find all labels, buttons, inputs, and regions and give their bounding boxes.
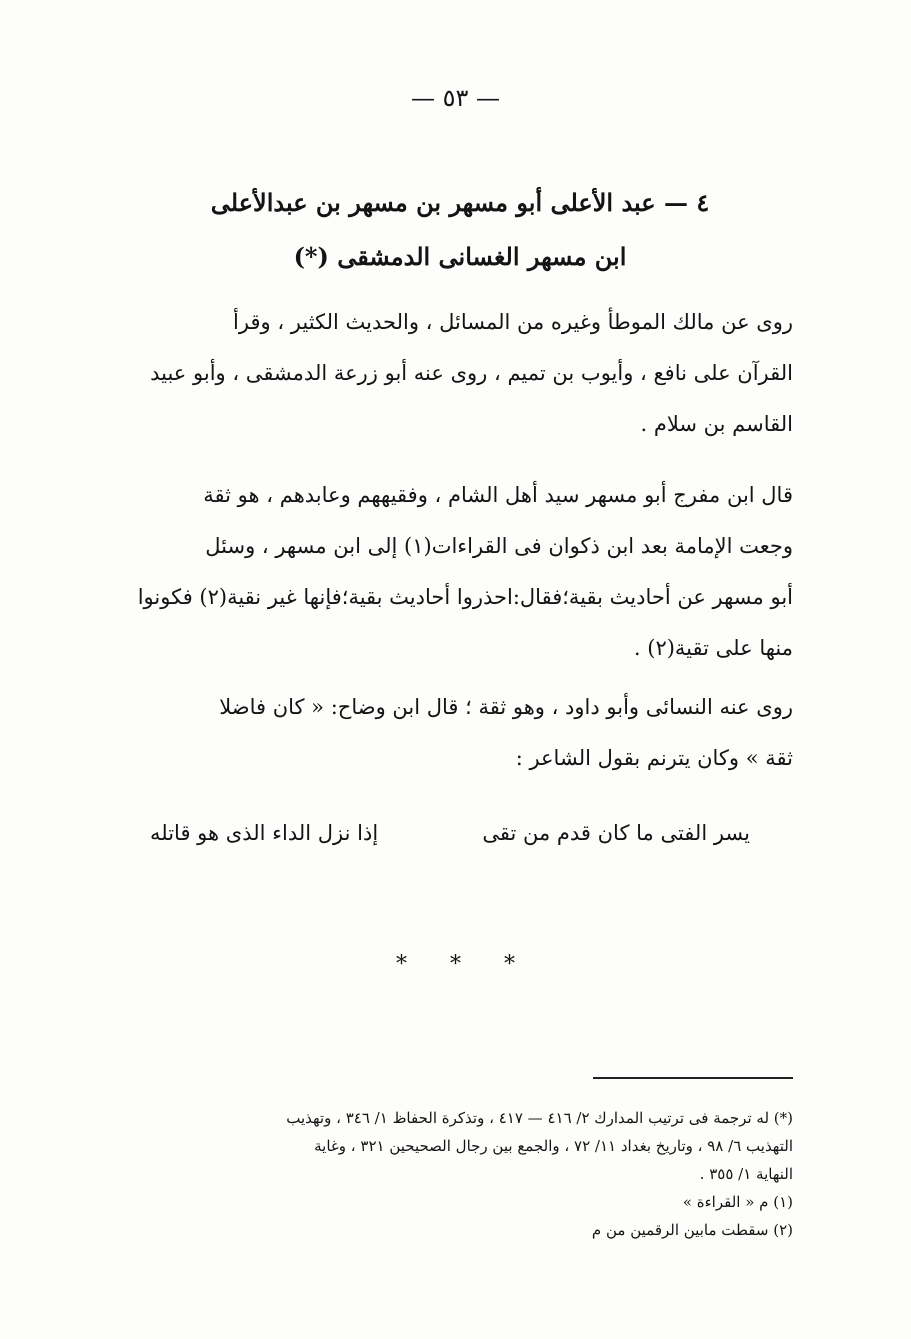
separator-star: * bbox=[396, 952, 407, 977]
footnote-line: النهاية ١/ ٣٥٥ . bbox=[699, 1165, 793, 1183]
footnote-line: (*) له ترجمة فى ترتيب المدارك ٢/ ٤١٦ — ٤١٧ ، وتذكرة الحفاظ ١/ ٣٤٦ ، وتهذيب bbox=[286, 1109, 793, 1127]
paragraph-line: أبو مسهر عن أحاديث بقية؛فقال:احذروا أحاديث بقية؛فإنها غير نقية(٢) فكونوا bbox=[137, 585, 793, 609]
entry-title bbox=[140, 176, 780, 284]
separator-star: * bbox=[504, 952, 515, 977]
entry-title-line-2: ابن مسهر الغسانى الدمشقى (*) bbox=[293, 242, 627, 271]
paragraph-line: روى عنه النسائى وأبو داود ، وهو ثقة ؛ قال ابن وضاح: « كان فاضلا bbox=[219, 695, 793, 719]
verse-second-hemistich: إذا نزل الداء الذى هو قاتله bbox=[150, 821, 379, 845]
footnote-divider bbox=[593, 1077, 793, 1079]
footnotes bbox=[133, 1104, 793, 1244]
paragraph-line: قال ابن مفرج أبو مسهر سيد أهل الشام ، وفقيههم وعابدهم ، هو ثقة bbox=[203, 483, 793, 507]
section-separator bbox=[0, 952, 911, 977]
paragraph-ibn-mufarrij bbox=[133, 470, 793, 674]
separator-star: * bbox=[450, 952, 461, 977]
paragraph-line: القاسم بن سلام . bbox=[640, 412, 793, 436]
page-number: — ٥٣ — bbox=[410, 84, 501, 112]
paragraph-line: وجعت الإمامة بعد ابن ذكوان فى القراءات(١) إلى ابن مسهر ، وسئل bbox=[205, 534, 793, 558]
paragraph-line: منها على تقية(٢) . bbox=[633, 636, 793, 660]
footnote-line: (٢) سقطت مابين الرقمين من م bbox=[591, 1221, 793, 1239]
paragraph-line: ثقة » وكان يترنم بقول الشاعر : bbox=[515, 746, 793, 770]
poetry-verse bbox=[150, 808, 750, 858]
footnote-line: التهذيب ٦/ ٩٨ ، وتاريخ بغداد ١١/ ٧٢ ، والجمع بين رجال الصحيحين ٣٢١ ، وغاية bbox=[314, 1137, 793, 1155]
paragraph-line: القرآن على نافع ، وأيوب بن تميم ، روى عنه أبو زرعة الدمشقى ، وأبو عبيد bbox=[150, 361, 793, 385]
paragraph-line: روى عن مالك الموطأ وغيره من المسائل ، والحديث الكثير ، وقرأ bbox=[233, 310, 793, 334]
entry-title-line-1: ٤ — عبد الأعلى أبو مسهر بن مسهر بن عبدالأعلى bbox=[210, 188, 710, 217]
verse-first-hemistich: يسر الفتى ما كان قدم من تقى bbox=[482, 821, 750, 845]
paragraph-nasai bbox=[133, 682, 793, 784]
footnote-line: (١) م « القراءة » bbox=[682, 1193, 793, 1211]
paragraph-narrations bbox=[133, 297, 793, 450]
